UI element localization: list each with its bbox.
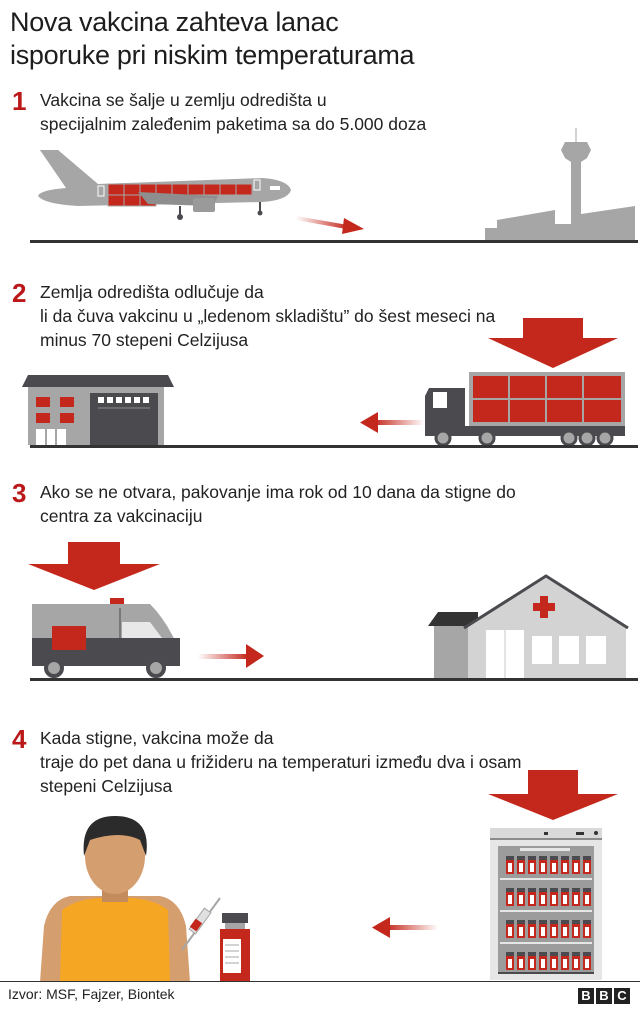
airplane-icon: [38, 150, 298, 222]
page-title: [10, 6, 414, 72]
step-description: Ako se ne otvara, pakovanje ima rok od 10 dana da stigne do centra za vakcinaciju: [40, 482, 516, 526]
vaccine-vial-icon: [220, 913, 250, 981]
step-description: Kada stigne, vakcina može da traje do pet dana u frižideru na temperaturi između dva i osam stepeni Celzijusa: [40, 728, 522, 796]
arrow-down-icon: [488, 770, 618, 820]
ground-line: [30, 240, 638, 243]
clinic-icon: [428, 576, 630, 680]
arrow-right-icon: [296, 212, 366, 236]
arrow-down-icon: [488, 318, 618, 368]
ground-line: [30, 678, 638, 681]
arrow-right-icon: [198, 644, 264, 668]
control-tower-icon: [485, 128, 637, 242]
step-number: 3: [12, 478, 27, 508]
step-description: Zemlja odredišta odlučuje da li da čuva vakcinu u „ledenom skladištu” do šest meseci na minus 70 stepeni Celzijusa: [40, 282, 496, 350]
person-icon: [40, 816, 190, 982]
title-line-1: Nova vakcina zahteva lanac: [10, 7, 339, 37]
step-number: 1: [12, 86, 27, 116]
bbc-logo-letter: C: [614, 988, 630, 1004]
source-credit: Izvor: MSF, Fajzer, Biontek: [8, 986, 175, 1002]
syringe-icon: [180, 896, 222, 952]
step-description: Vakcina se šalje u zemlju odredišta u specijalnim zaleđenim paketima sa do 5.000 doza: [40, 90, 427, 134]
arrow-left-icon: [360, 412, 424, 434]
bbc-logo: [578, 988, 630, 1004]
ambulance-icon: [30, 598, 182, 678]
fridge-icon: [490, 828, 602, 980]
step-number: 4: [12, 724, 27, 754]
title-line-2: isporuke pri niskim temperaturama: [10, 40, 415, 70]
truck-icon: [425, 372, 630, 446]
arrow-left-icon: [372, 917, 438, 939]
bbc-logo-letter: B: [578, 988, 594, 1004]
ground-line: [30, 445, 638, 448]
warehouse-icon: [22, 375, 177, 445]
bbc-logo-letter: B: [596, 988, 612, 1004]
arrow-down-icon: [28, 542, 160, 590]
footer-divider: [0, 981, 640, 982]
step-number: 2: [12, 278, 27, 308]
